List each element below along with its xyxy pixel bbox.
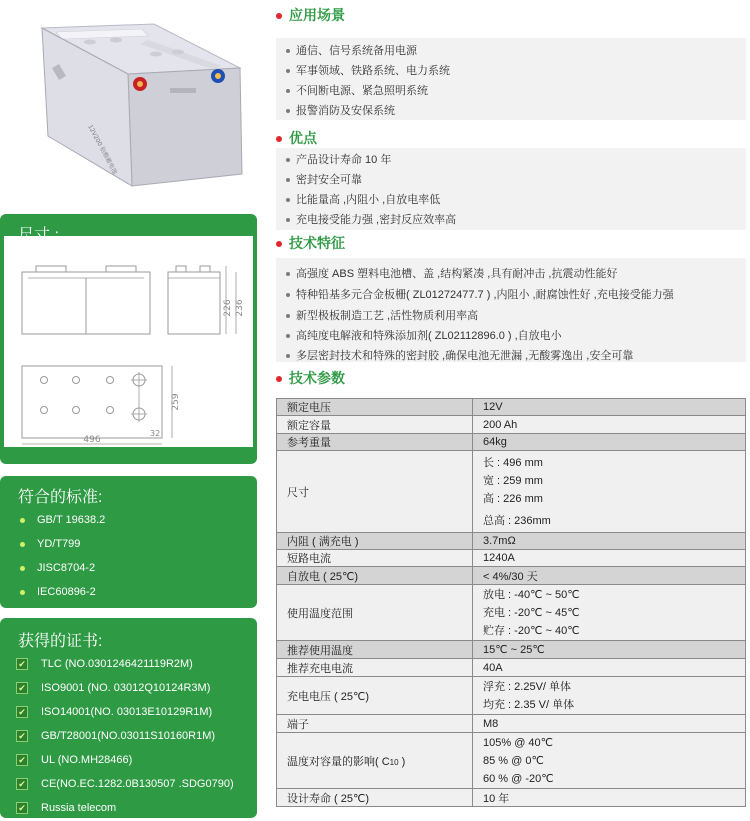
checkmark-icon: ✔: [16, 754, 28, 766]
list-item: 比能量高 ,内阻小 ,自放电率低: [286, 191, 440, 207]
param-value: [473, 733, 746, 789]
bullet-dot-icon: [20, 566, 25, 571]
certificate-item: ✔ UL (NO.MH28466): [16, 754, 132, 766]
technical-params-table: [276, 398, 746, 807]
height-226-label: 226: [223, 299, 233, 317]
param-value: M8: [473, 715, 746, 733]
checkmark-icon: ✔: [16, 682, 28, 694]
standard-item: JISC8704-2: [20, 562, 95, 574]
table-row: [277, 533, 746, 550]
table-row: [277, 715, 746, 733]
param-name: 内阻 ( 满充电 ): [277, 533, 473, 550]
param-value: 1240A: [473, 550, 746, 567]
size-height: 高 : 226 mm: [483, 492, 543, 505]
table-row: [277, 677, 746, 715]
size-width: 宽 : 259 mm: [483, 474, 543, 487]
list-item: 多层密封技术和特殊的密封胶 ,确保电池无泄漏 ,无酸雾逸出 ,安全可靠: [286, 347, 633, 363]
battery-side-label: 12V200 铅酸蓄电池: [86, 123, 119, 176]
width-259-label: 259: [171, 393, 181, 411]
param-name: 端子: [277, 715, 473, 733]
table-row: [277, 416, 746, 434]
list-item: 密封安全可靠: [286, 171, 362, 187]
certificates-title: 获得的证书:: [18, 633, 103, 650]
dimensions-panel: [0, 214, 257, 464]
table-row: [277, 585, 746, 641]
standard-item: IEC60896-2: [20, 586, 96, 598]
red-bullet-icon: [276, 241, 282, 247]
param-name: 温度对容量的影响( C10 ): [277, 733, 473, 789]
list-item: 新型极板制造工艺 ,活性物质利用率高: [286, 307, 478, 323]
standard-item: GB/T 19638.2: [20, 514, 105, 526]
size-length: 长 : 496 mm: [483, 456, 543, 469]
certificate-item: ✔ GB/T28001(NO.03011S10160R1M): [16, 730, 215, 742]
table-row: [277, 550, 746, 567]
capacity-at-0: 85 % @ 0℃: [483, 754, 544, 767]
param-name: 尺寸: [277, 451, 473, 533]
equalize-charge-voltage: 均充 : 2.35 V/ 单体: [483, 698, 575, 711]
checkmark-icon: ✔: [16, 778, 28, 790]
table-row: [277, 399, 746, 416]
table-row: [277, 451, 746, 533]
features-list: [276, 258, 746, 362]
capacity-at-40: 105% @ 40℃: [483, 736, 554, 749]
float-charge-voltage: 浮充 : 2.25V/ 单体: [483, 680, 572, 693]
list-item: 通信、信号系统备用电源: [286, 42, 417, 58]
red-bullet-icon: [276, 376, 282, 382]
table-row: [277, 733, 746, 789]
param-value: 15℃ ~ 25℃: [473, 641, 746, 659]
certificate-item: ✔ Russia telecom: [16, 802, 116, 814]
charge-temp: 充电 : -20℃ ~ 45℃: [483, 606, 580, 619]
length-496-label: 496: [83, 435, 101, 445]
certificate-item: ✔ CE(NO.EC.1282.0B130507 .SDG0790): [16, 778, 234, 790]
param-name: 自放电 ( 25℃): [277, 567, 473, 585]
checkmark-icon: ✔: [16, 658, 28, 670]
applications-heading: 应用场景: [276, 5, 345, 25]
table-row: [277, 567, 746, 585]
list-item: 报警消防及安保系统: [286, 102, 395, 118]
capacity-at-minus-20: 60 % @ -20℃: [483, 772, 554, 785]
param-name: 短路电流: [277, 550, 473, 567]
battery-product-image: [30, 6, 252, 206]
list-item: 军事领域、铁路系统、电力系统: [286, 62, 450, 78]
list-item: 不间断电源、紧急照明系统: [286, 82, 428, 98]
param-value: < 4%/30 天: [473, 567, 746, 585]
param-name: 设计寿命 ( 25℃): [277, 789, 473, 807]
certificates-panel: [0, 618, 257, 818]
param-value: 200 Ah: [473, 416, 746, 434]
red-bullet-icon: [276, 136, 282, 142]
param-value: 40A: [473, 659, 746, 677]
list-item: 产品设计寿命 10 年: [286, 151, 391, 167]
table-row: [277, 789, 746, 807]
features-heading: 技术特征: [276, 233, 345, 253]
param-name: 参考重量: [277, 434, 473, 451]
param-value: 3.7mΩ: [473, 533, 746, 550]
param-name: 推荐使用温度: [277, 641, 473, 659]
certificate-item: ✔ ISO9001 (NO. 03012Q10124R3M): [16, 682, 210, 694]
list-item: 高强度 ABS 塑料电池槽、盖 ,结构紧凑 ,具有耐冲击 ,抗震动性能好: [286, 265, 617, 281]
terminal-32-label: 32: [150, 429, 161, 438]
list-item: 特种铅基多元合金板栅( ZL01272477.7 ) ,内阻小 ,耐腐蚀性好 ,充电接受能力强: [286, 286, 674, 302]
param-name: 使用温度范围: [277, 585, 473, 641]
advantages-heading: 优点: [276, 128, 317, 148]
advantages-list: [276, 148, 746, 230]
red-bullet-icon: [276, 13, 282, 19]
param-name: 额定电压: [277, 399, 473, 416]
certificate-item: ✔ TLC (NO.0301246421119R2M): [16, 658, 193, 670]
param-name: 推荐充电电流: [277, 659, 473, 677]
table-row: [277, 434, 746, 451]
checkmark-icon: ✔: [16, 730, 28, 742]
param-value: [473, 677, 746, 715]
discharge-temp: 放电 : -40℃ ~ 50℃: [483, 588, 580, 601]
param-value: 10 年: [473, 789, 746, 807]
list-item: 高纯度电解液和特殊添加剂( ZL02112896.0 ) ,自放电小: [286, 327, 562, 343]
param-value: [473, 451, 746, 533]
bullet-dot-icon: [20, 590, 25, 595]
dimension-drawing: [4, 236, 253, 447]
params-heading: 技术参数: [276, 368, 345, 388]
param-name: 充电电压 ( 25℃): [277, 677, 473, 715]
dimension-drawing-svg: [4, 236, 253, 447]
checkmark-icon: ✔: [16, 706, 28, 718]
bullet-dot-icon: [20, 542, 25, 547]
table-row: [277, 641, 746, 659]
list-item: 充电接受能力强 ,密封反应效率高: [286, 211, 456, 227]
param-value: 12V: [473, 399, 746, 416]
size-total-height: 总高 : 236mm: [483, 514, 551, 527]
height-236-label: 236: [235, 299, 245, 317]
param-value: 64kg: [473, 434, 746, 451]
certificate-item: ✔ ISO14001(NO. 03013E10129R1M): [16, 706, 212, 718]
standards-title: 符合的标准:: [18, 489, 103, 506]
param-name: 额定容量: [277, 416, 473, 434]
param-value: [473, 585, 746, 641]
standard-item: YD/T799: [20, 538, 80, 550]
checkmark-icon: ✔: [16, 802, 28, 814]
table-row: [277, 659, 746, 677]
applications-list: [276, 38, 746, 120]
standards-panel: [0, 476, 257, 608]
bullet-dot-icon: [20, 518, 25, 523]
storage-temp: 贮存 : -20℃ ~ 40℃: [483, 624, 580, 637]
